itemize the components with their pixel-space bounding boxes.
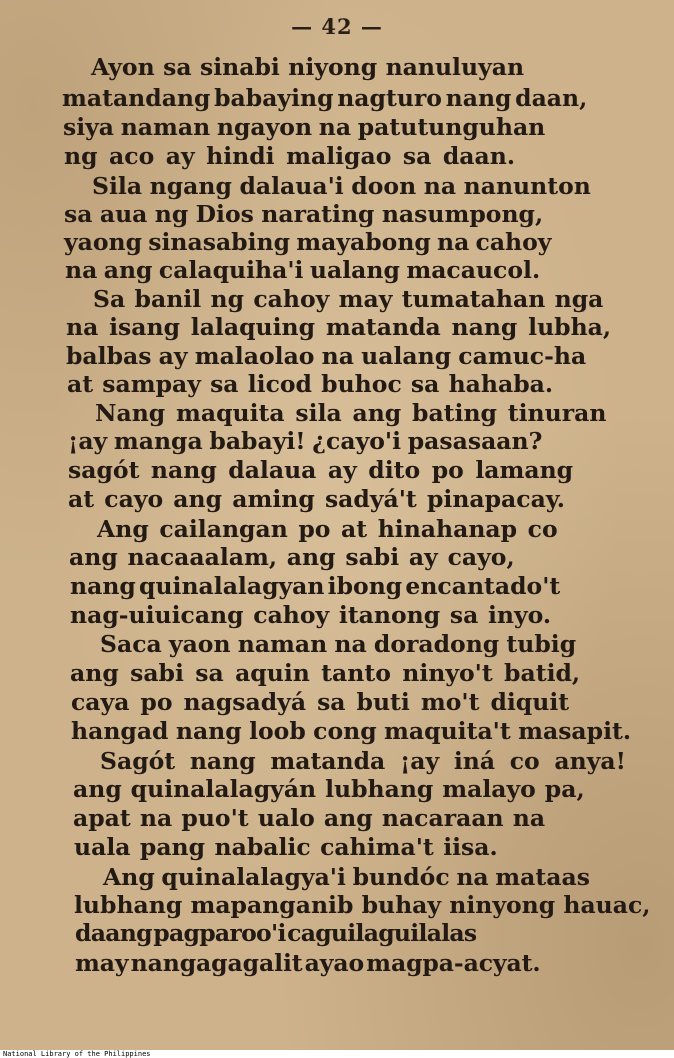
poem-line: may nangagagalit ayao magpa-acyat.: [75, 949, 541, 977]
poem-line: Sa banil ng cahoy may tumatahan nga: [93, 285, 604, 313]
poem-line: hangad nang loob cong maquita't masapit.: [71, 717, 632, 745]
poem-line: matandang babaying nagturo nang daan,: [62, 84, 588, 112]
poem-line: na ang calaquiha'i ualang macaucol.: [65, 256, 541, 284]
poem-line: caya po nagsadyá sa buti mo't diquit: [71, 688, 570, 716]
poem-line: ang quinalalagyán lubhang malayo pa,: [73, 775, 585, 803]
poem-line: Ayon sa sinabi niyong nanuluyan: [91, 53, 525, 81]
page-number: — 42 —: [291, 14, 383, 39]
poem-line: Sila ngang dalaua'i doon na nanunton: [92, 172, 591, 200]
poem-line: ang sabi sa aquin tanto ninyo't batid,: [70, 659, 581, 687]
poem-line: Nang maquita sila ang bating tinuran: [95, 399, 607, 427]
poem-line: nag-uiuicang cahoy itanong sa inyo.: [70, 601, 552, 629]
poem-line: sagót nang dalaua ay dito po lamang: [68, 456, 574, 484]
poem-line: ng aco ay hindi maligao sa daan.: [64, 142, 516, 170]
poem-line: Ang quinalalagya'i bundóc na mataas: [103, 863, 590, 891]
poem-line: apat na puo't ualo ang nacaraan na: [73, 804, 546, 832]
poem-line: ang nacaaalam, ang sabi ay cayo,: [69, 543, 515, 571]
poem-line: Sagót nang matanda ¡ay iná co anya!: [100, 747, 626, 775]
poem-line: Saca yaon naman na doradong tubig: [100, 630, 577, 658]
poem-line: nang quinalalagyan ibong encantado't: [70, 572, 561, 600]
poem-line: at sampay sa licod buhoc sa hahaba.: [67, 370, 554, 398]
poem-line: yaong sinasabing mayabong na cahoy: [64, 228, 552, 256]
poem-line: na isang lalaquing matanda nang lubha,: [66, 313, 612, 341]
library-credit: National Library of the Philippines: [3, 1050, 151, 1058]
poem-line: siya naman ngayon na patutunguhan: [63, 113, 546, 141]
poem-line: ¡ay manga babayi! ¿cayo'i pasasaan?: [68, 427, 543, 455]
poem-line: balbas ay malaolao na ualang camuc-ha: [66, 342, 587, 370]
poem-line: uala pang nabalic cahima't iisa.: [74, 833, 498, 861]
poem-line: daang pagparoo'i caguilaguilalas: [75, 919, 477, 947]
poem-line: lubhang mapanganib buhay ninyong hauac,: [74, 891, 651, 919]
poem-line: at cayo ang aming sadyá't pinapacay.: [68, 485, 565, 513]
poem-line: Ang cailangan po at hinahanap co: [97, 515, 558, 543]
poem-line: sa aua ng Dios narating nasumpong,: [64, 200, 544, 228]
